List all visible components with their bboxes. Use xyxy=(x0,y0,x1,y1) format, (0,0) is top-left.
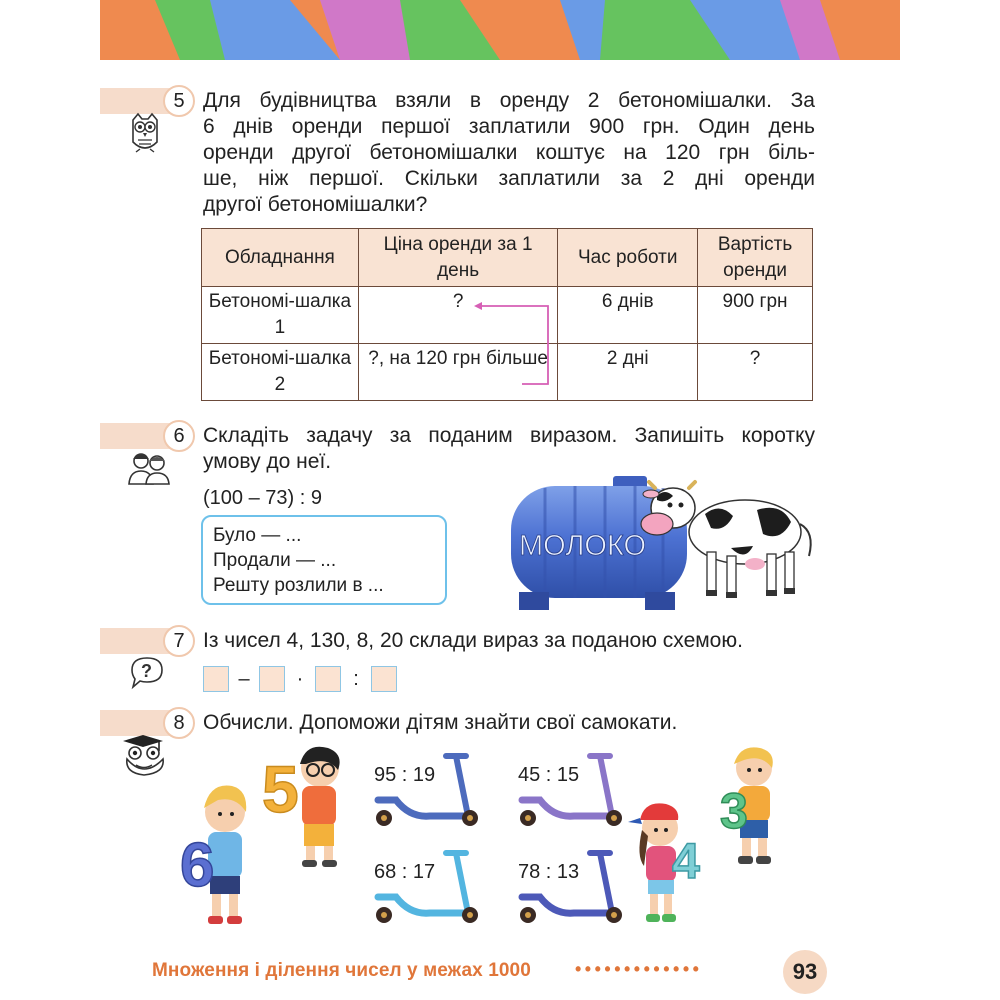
answer-box[interactable] xyxy=(203,666,229,692)
cell-cost: ? xyxy=(698,344,813,401)
task-5-number: 5 xyxy=(163,85,195,117)
task-6-number: 6 xyxy=(163,420,195,452)
task-8-text xyxy=(203,710,815,736)
text-line: Обчисли. Допоможи дітям знайти свої самокати. xyxy=(203,711,678,734)
condition-line: Решту розлили в ... xyxy=(213,575,384,596)
condition-line: Було — ... xyxy=(213,525,302,546)
cell-equipment: Бетономі-шалка 1 xyxy=(202,287,359,344)
scooter-icon xyxy=(514,849,629,929)
page-number: 93 xyxy=(783,950,827,994)
text-line: оренди другої бетономішалки коштує на 120 грн біль- xyxy=(203,141,815,164)
text-line: Для будівництва взяли в оренду 2 бетономішалки. За xyxy=(203,89,815,112)
scooter-expression: 45 : 15 xyxy=(518,764,580,786)
minus-sign: – xyxy=(238,667,250,690)
scooter-expression: 95 : 19 xyxy=(374,764,436,786)
header-cost: Вартість оренди xyxy=(698,229,813,287)
task-5-text xyxy=(203,88,815,218)
owl-icon xyxy=(128,112,162,159)
text-line: Із чисел 4, 130, 8, 20 склади вираз за поданою схемою. xyxy=(203,629,743,652)
task-7-text xyxy=(203,628,815,654)
relation-arrow xyxy=(470,296,560,390)
task-6-expression: (100 – 73) : 9 xyxy=(203,487,322,509)
header-equipment: Обладнання xyxy=(202,229,359,287)
scooter-icon xyxy=(370,752,485,832)
milk-tank-illustration xyxy=(505,472,820,614)
task-7-number: 7 xyxy=(163,625,195,657)
kid-with-number-5 xyxy=(262,742,352,870)
cell-cost: 900 грн xyxy=(698,287,813,344)
header-price: Ціна оренди за 1 день xyxy=(358,229,558,287)
question-bubble-icon xyxy=(129,656,165,695)
answer-box[interactable] xyxy=(315,666,341,692)
header-time: Час роботи xyxy=(558,229,698,287)
frog-icon xyxy=(121,735,169,784)
scooter-icon xyxy=(370,849,485,929)
kid-number: 5 xyxy=(262,752,299,826)
table-header-row xyxy=(202,229,813,287)
cell-price: ? xyxy=(358,287,558,344)
kid-with-number-4 xyxy=(626,796,712,926)
scooter-expression: 78 : 13 xyxy=(518,861,580,883)
kid-number: 6 xyxy=(180,831,215,900)
top-banner xyxy=(100,0,900,60)
footer-dots: ••••••••••••• xyxy=(575,959,703,979)
svg-text:?: ? xyxy=(141,661,152,681)
cell-equipment: Бетономі-шалка 2 xyxy=(202,344,359,401)
pair-work-icon xyxy=(127,450,171,491)
text-line: ше, ніж першої. Скільки заплатили за 2 дні оренди xyxy=(203,167,815,190)
text-line: 6 днів оренди першої заплатили 900 грн. Один день xyxy=(203,115,815,138)
task-6-text xyxy=(203,423,815,475)
text-line: умову до неї. xyxy=(203,450,332,473)
text-line: другої бетономішалки? xyxy=(203,193,428,216)
text-line: Складіть задачу за поданим виразом. Запишіть коротку xyxy=(203,424,815,447)
multiply-sign: · xyxy=(296,667,304,690)
short-condition-box xyxy=(201,515,447,605)
tank-label: МОЛОКО xyxy=(519,530,647,562)
scooter-expression: 68 : 17 xyxy=(374,861,436,883)
scooter-icon xyxy=(514,752,629,832)
kid-with-number-3 xyxy=(716,744,786,868)
answer-box[interactable] xyxy=(371,666,397,692)
answer-box[interactable] xyxy=(259,666,285,692)
divide-sign: : xyxy=(353,667,359,690)
expression-scheme xyxy=(203,666,397,692)
cell-time: 6 днів xyxy=(558,287,698,344)
cell-time: 2 дні xyxy=(558,344,698,401)
kid-number: 4 xyxy=(672,833,700,889)
cell-price: ?, на 120 грн більше xyxy=(358,344,558,401)
task-8-number: 8 xyxy=(163,707,195,739)
kid-number: 3 xyxy=(720,783,748,839)
condition-line: Продали — ... xyxy=(213,550,337,571)
kid-with-number-6 xyxy=(180,768,265,928)
footer-title: Множення і ділення чисел у межах 1000 xyxy=(152,960,531,981)
